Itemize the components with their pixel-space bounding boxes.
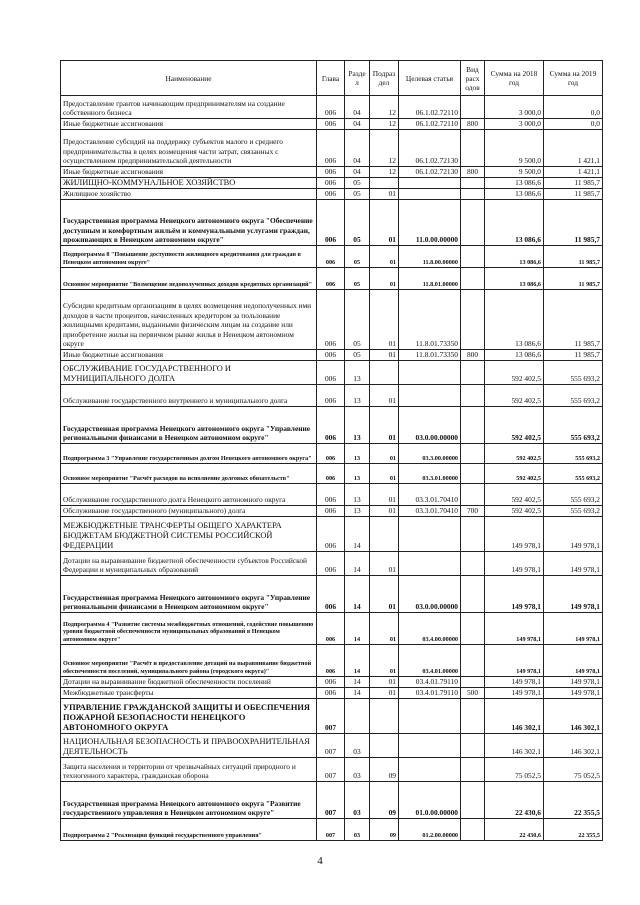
header-chapter: Глава: [317, 61, 345, 96]
table-row: [61, 552, 603, 576]
cell-sum-2018: 149 978,1: [485, 517, 544, 552]
cell-sum-2019: 149 978,1: [544, 517, 603, 552]
cell-subsection: 01: [370, 200, 399, 246]
cell-expense-type: [461, 645, 485, 677]
cell-sum-2018: 13 086,6: [485, 178, 544, 189]
cell-expense-type: [461, 464, 485, 484]
table-row: [61, 688, 603, 699]
cell-sum-2018: 9 500,0: [485, 167, 544, 178]
cell-name: Обслуживание государственного (муниципального) долга: [61, 506, 317, 517]
cell-expense-type: [461, 758, 485, 782]
cell-chapter: 006: [317, 96, 345, 119]
cell-sum-2019: 1 421,1: [544, 130, 603, 167]
cell-sum-2019: 149 978,1: [544, 688, 603, 699]
cell-expense-type: [461, 613, 485, 645]
cell-target: 01.2.00.00000: [399, 819, 461, 841]
cell-sum-2019: 0,0: [544, 119, 603, 130]
cell-target: 03.4.01.00000: [399, 645, 461, 677]
cell-section: 03: [345, 819, 370, 841]
table-row: [61, 361, 603, 385]
cell-target: 03.3.00.00000: [399, 444, 461, 464]
cell-subsection: 01: [370, 444, 399, 464]
cell-target: [399, 178, 461, 189]
cell-target: 03.3.01.00000: [399, 464, 461, 484]
cell-subsection: [370, 699, 399, 734]
cell-section: 13: [345, 361, 370, 385]
cell-expense-type: [461, 782, 485, 819]
cell-chapter: 006: [317, 407, 345, 444]
cell-chapter: 006: [317, 517, 345, 552]
cell-subsection: 01: [370, 268, 399, 290]
cell-sum-2018: 149 978,1: [485, 613, 544, 645]
table-row: [61, 758, 603, 782]
cell-sum-2019: 149 978,1: [544, 677, 603, 688]
cell-chapter: 006: [317, 484, 345, 506]
cell-sum-2018: 592 402,5: [485, 506, 544, 517]
cell-expense-type: [461, 444, 485, 464]
cell-chapter: 006: [317, 200, 345, 246]
page-number: 4: [317, 855, 323, 867]
cell-sum-2019: 75 052,5: [544, 758, 603, 782]
cell-section: 03: [345, 734, 370, 758]
cell-sum-2018: 13 086,6: [485, 290, 544, 350]
cell-expense-type: [461, 677, 485, 688]
cell-sum-2019: 11 985,7: [544, 350, 603, 361]
cell-name: НАЦИОНАЛЬНАЯ БЕЗОПАСНОСТЬ И ПРАВООХРАНИТЕЛЬНАЯ ДЕЯТЕЛЬНОСТЬ: [61, 734, 317, 758]
cell-expense-type: [461, 290, 485, 350]
cell-subsection: 01: [370, 552, 399, 576]
cell-expense-type: [461, 246, 485, 268]
cell-target: 11.8.00.00000: [399, 246, 461, 268]
cell-expense-type: [461, 268, 485, 290]
table-row: [61, 407, 603, 444]
cell-chapter: 006: [317, 167, 345, 178]
cell-subsection: 12: [370, 167, 399, 178]
cell-expense-type: [461, 819, 485, 841]
cell-chapter: 006: [317, 576, 345, 613]
cell-section: 03: [345, 758, 370, 782]
header-name: Наименование: [61, 61, 317, 96]
table-row: [61, 385, 603, 407]
cell-chapter: 007: [317, 782, 345, 819]
table-row: [61, 734, 603, 758]
cell-expense-type: 800: [461, 119, 485, 130]
cell-name: Обслуживание государственного внутреннего и муниципального долга: [61, 385, 317, 407]
cell-sum-2018: 13 086,6: [485, 189, 544, 200]
cell-section: 14: [345, 688, 370, 699]
cell-sum-2019: 555 693,2: [544, 361, 603, 385]
cell-subsection: 01: [370, 645, 399, 677]
cell-sum-2019: 146 302,1: [544, 734, 603, 758]
cell-expense-type: [461, 200, 485, 246]
cell-name: Дотации на выравнивание бюджетной обеспеченности поселений: [61, 677, 317, 688]
cell-sum-2019: 11 985,7: [544, 290, 603, 350]
cell-section: 05: [345, 178, 370, 189]
cell-subsection: 01: [370, 677, 399, 688]
cell-target: 11.8.01.00000: [399, 268, 461, 290]
cell-sum-2018: 592 402,5: [485, 484, 544, 506]
cell-section: 13: [345, 506, 370, 517]
header-target: Целевая статья: [399, 61, 461, 96]
cell-name: Жилищное хозяйство: [61, 189, 317, 200]
table-row: [61, 699, 603, 734]
cell-name: Государственная программа Ненецкого автономного округа "Управление региональными финансами в Ненецком автономном округе": [61, 576, 317, 613]
cell-sum-2019: 0,0: [544, 96, 603, 119]
cell-sum-2019: 555 693,2: [544, 464, 603, 484]
cell-target: 03.0.00.00000: [399, 576, 461, 613]
cell-section: 03: [345, 782, 370, 819]
cell-chapter: 006: [317, 677, 345, 688]
cell-expense-type: [461, 576, 485, 613]
cell-name: Подпрограмма 3 "Управление государственным долгом Ненецкого автономного округа": [61, 444, 317, 464]
cell-section: 14: [345, 552, 370, 576]
cell-chapter: 007: [317, 819, 345, 841]
cell-name: Государственная программа Ненецкого автономного округа "Обеспечение доступным и комфортным жильём и коммунальными услугами граждан, проживающих в Ненецком автономном округе": [61, 200, 317, 246]
cell-name: Межбюджетные трансферты: [61, 688, 317, 699]
cell-sum-2018: 592 402,5: [485, 361, 544, 385]
cell-expense-type: 800: [461, 350, 485, 361]
cell-name: Подпрограмма 2 "Реализация функций государственного управления": [61, 819, 317, 841]
cell-section: 13: [345, 484, 370, 506]
cell-section: 14: [345, 645, 370, 677]
cell-chapter: 006: [317, 189, 345, 200]
cell-chapter: 006: [317, 119, 345, 130]
cell-subsection: 01: [370, 613, 399, 645]
cell-chapter: 006: [317, 688, 345, 699]
table-row: [61, 464, 603, 484]
cell-section: 04: [345, 130, 370, 167]
cell-chapter: 006: [317, 464, 345, 484]
cell-expense-type: [461, 484, 485, 506]
cell-name: Подпрограмма 4 "Развитие системы межбюджетных отношений, содействие повышению уровня бюджетной обеспеченности муниципальных образований в Ненецком автономном округе": [61, 613, 317, 645]
cell-subsection: 09: [370, 819, 399, 841]
cell-expense-type: [461, 189, 485, 200]
cell-sum-2019: 555 693,2: [544, 407, 603, 444]
cell-target: 03.3.01.70410: [399, 484, 461, 506]
table-body: [61, 96, 603, 841]
table-row: [61, 268, 603, 290]
cell-sum-2019: 555 693,2: [544, 484, 603, 506]
cell-sum-2019: 149 978,1: [544, 645, 603, 677]
header-subsection: Подраз дел: [370, 61, 399, 96]
cell-name: ОБСЛУЖИВАНИЕ ГОСУДАРСТВЕННОГО И МУНИЦИПАЛЬНОГО ДОЛГА: [61, 361, 317, 385]
cell-target: [399, 189, 461, 200]
cell-name: Государственная программа Ненецкого автономного округа "Управление региональными финансами в Ненецком автономном округе": [61, 407, 317, 444]
cell-sum-2019: 11 985,7: [544, 268, 603, 290]
cell-section: 04: [345, 167, 370, 178]
header-sum-2018: Сумма на 2018 год: [485, 61, 544, 96]
cell-expense-type: [461, 96, 485, 119]
cell-subsection: 01: [370, 385, 399, 407]
cell-target: 11.8.01.73350: [399, 290, 461, 350]
cell-chapter: 006: [317, 552, 345, 576]
header-section: Разде л: [345, 61, 370, 96]
cell-chapter: 007: [317, 699, 345, 734]
cell-subsection: 01: [370, 506, 399, 517]
cell-section: 04: [345, 96, 370, 119]
cell-section: 14: [345, 517, 370, 552]
cell-sum-2018: 3 000,0: [485, 119, 544, 130]
cell-section: [345, 699, 370, 734]
cell-expense-type: [461, 178, 485, 189]
cell-sum-2019: 149 978,1: [544, 613, 603, 645]
cell-section: 13: [345, 407, 370, 444]
cell-chapter: 006: [317, 444, 345, 464]
table-row: [61, 130, 603, 167]
cell-subsection: 09: [370, 758, 399, 782]
cell-sum-2018: 13 086,6: [485, 200, 544, 246]
table-row: [61, 167, 603, 178]
cell-section: 14: [345, 613, 370, 645]
cell-target: [399, 361, 461, 385]
cell-name: МЕЖБЮДЖЕТНЫЕ ТРАНСФЕРТЫ ОБЩЕГО ХАРАКТЕРА БЮДЖЕТАМ БЮДЖЕТНОЙ СИСТЕМЫ РОССИЙСКОЙ ФЕДЕРАЦИИ: [61, 517, 317, 552]
cell-chapter: 006: [317, 385, 345, 407]
cell-sum-2019: 22 355,5: [544, 782, 603, 819]
cell-sum-2018: 592 402,5: [485, 407, 544, 444]
cell-sum-2018: 146 302,1: [485, 734, 544, 758]
cell-subsection: 12: [370, 96, 399, 119]
cell-target: 03.4.00.00000: [399, 613, 461, 645]
cell-subsection: 01: [370, 576, 399, 613]
cell-chapter: 006: [317, 246, 345, 268]
cell-expense-type: [461, 552, 485, 576]
cell-name: Иные бюджетные ассигнования: [61, 167, 317, 178]
table-row: [61, 517, 603, 552]
cell-sum-2018: 149 978,1: [485, 552, 544, 576]
cell-chapter: 006: [317, 178, 345, 189]
cell-sum-2018: 3 000,0: [485, 96, 544, 119]
cell-expense-type: 500: [461, 688, 485, 699]
header-sum-2019: Сумма на 2019 год: [544, 61, 603, 96]
cell-section: 14: [345, 576, 370, 613]
cell-section: 13: [345, 464, 370, 484]
table-row: [61, 96, 603, 119]
cell-target: [399, 734, 461, 758]
table-row: [61, 506, 603, 517]
cell-target: 03.4.01.79110: [399, 688, 461, 699]
cell-sum-2019: 555 693,2: [544, 506, 603, 517]
table-row: [61, 613, 603, 645]
cell-section: 05: [345, 268, 370, 290]
cell-subsection: [370, 178, 399, 189]
cell-chapter: 007: [317, 758, 345, 782]
cell-target: [399, 758, 461, 782]
cell-sum-2018: 592 402,5: [485, 385, 544, 407]
cell-sum-2019: 149 978,1: [544, 552, 603, 576]
cell-sum-2019: 11 985,7: [544, 178, 603, 189]
cell-subsection: 01: [370, 688, 399, 699]
cell-section: 05: [345, 200, 370, 246]
cell-target: [399, 385, 461, 407]
table-row: [61, 576, 603, 613]
table-row: [61, 189, 603, 200]
cell-expense-type: [461, 385, 485, 407]
table-row: [61, 819, 603, 841]
cell-target: 03.3.01.70410: [399, 506, 461, 517]
cell-target: [399, 517, 461, 552]
cell-name: Иные бюджетные ассигнования: [61, 119, 317, 130]
table-row: [61, 782, 603, 819]
cell-subsection: [370, 517, 399, 552]
cell-expense-type: [461, 517, 485, 552]
cell-name: Государственная программа Ненецкого автономного округа "Развитие государственного управления в Ненецком автономном округе": [61, 782, 317, 819]
cell-section: 05: [345, 350, 370, 361]
cell-chapter: 007: [317, 734, 345, 758]
cell-sum-2018: 13 086,6: [485, 350, 544, 361]
cell-chapter: 006: [317, 506, 345, 517]
cell-expense-type: [461, 407, 485, 444]
cell-chapter: 006: [317, 268, 345, 290]
cell-expense-type: [461, 699, 485, 734]
cell-name: УПРАВЛЕНИЕ ГРАЖДАНСКОЙ ЗАЩИТЫ И ОБЕСПЕЧЕНИЯ ПОЖАРНОЙ БЕЗОПАСНОСТИ НЕНЕЦКОГО АВТОНОМНОГО ОКРУГА: [61, 699, 317, 734]
cell-target: 06.1.02.72110: [399, 96, 461, 119]
cell-target: [399, 699, 461, 734]
cell-subsection: 01: [370, 464, 399, 484]
cell-subsection: 01: [370, 189, 399, 200]
cell-sum-2018: 592 402,5: [485, 444, 544, 464]
cell-sum-2019: 149 978,1: [544, 576, 603, 613]
cell-sum-2019: 1 421,1: [544, 167, 603, 178]
cell-name: Защита населения и территории от чрезвычайных ситуаций природного и техногенного характера, гражданская оборона: [61, 758, 317, 782]
cell-sum-2018: 13 086,6: [485, 268, 544, 290]
cell-subsection: [370, 734, 399, 758]
cell-chapter: 006: [317, 645, 345, 677]
cell-section: 05: [345, 290, 370, 350]
cell-expense-type: 800: [461, 167, 485, 178]
cell-name: ЖИЛИЩНО-КОММУНАЛЬНОЕ ХОЗЯЙСТВО: [61, 178, 317, 189]
cell-section: 13: [345, 444, 370, 464]
cell-sum-2018: 149 978,1: [485, 576, 544, 613]
cell-target: 01.0.00.00000: [399, 782, 461, 819]
cell-sum-2018: 592 402,5: [485, 464, 544, 484]
cell-chapter: 006: [317, 290, 345, 350]
cell-subsection: 01: [370, 484, 399, 506]
cell-section: 14: [345, 677, 370, 688]
cell-name: Обслуживание государственного долга Ненецкого автономного округа: [61, 484, 317, 506]
cell-sum-2018: 22 430,6: [485, 819, 544, 841]
cell-sum-2018: 149 978,1: [485, 677, 544, 688]
table-row: [61, 290, 603, 350]
table-row: [61, 350, 603, 361]
cell-sum-2019: 11 985,7: [544, 200, 603, 246]
cell-subsection: 01: [370, 290, 399, 350]
table-row: [61, 645, 603, 677]
cell-expense-type: [461, 130, 485, 167]
table-row: [61, 484, 603, 506]
cell-name: Предоставление субсидий на поддержку субъектов малого и среднего предпринимательства в целях возмещения части затрат, связанных с осуществлением предпринимательской деятельности: [61, 130, 317, 167]
cell-target: 06.1.02.72110: [399, 119, 461, 130]
cell-expense-type: 700: [461, 506, 485, 517]
cell-chapter: 006: [317, 613, 345, 645]
cell-sum-2018: 149 978,1: [485, 688, 544, 699]
cell-target: 06.1.02.72130: [399, 130, 461, 167]
table-row: [61, 677, 603, 688]
cell-subsection: 01: [370, 350, 399, 361]
budget-table: [60, 60, 603, 841]
cell-name: Основное мероприятие "Расчёт и предоставление дотаций на выравнивание бюджетной обеспеченности поселений, муниципального района (городского округа)": [61, 645, 317, 677]
cell-sum-2018: 9 500,0: [485, 130, 544, 167]
cell-sum-2018: 75 052,5: [485, 758, 544, 782]
cell-sum-2018: 13 086,6: [485, 246, 544, 268]
cell-name: Основное мероприятие "Расчёт расходов на исполнение долговых обязательств": [61, 464, 317, 484]
cell-expense-type: [461, 361, 485, 385]
table-row: [61, 178, 603, 189]
cell-subsection: 12: [370, 130, 399, 167]
cell-target: [399, 552, 461, 576]
cell-target: 06.1.02.72130: [399, 167, 461, 178]
cell-section: 05: [345, 246, 370, 268]
cell-sum-2019: 555 693,2: [544, 444, 603, 464]
cell-subsection: [370, 361, 399, 385]
cell-target: 11.8.01.73350: [399, 350, 461, 361]
cell-sum-2019: 11 985,7: [544, 246, 603, 268]
cell-target: 11.0.00.00000: [399, 200, 461, 246]
cell-target: 03.0.00.00000: [399, 407, 461, 444]
cell-section: 04: [345, 119, 370, 130]
cell-name: Основное мероприятие "Возмещение недополученных доходов кредитных организаций": [61, 268, 317, 290]
cell-chapter: 006: [317, 130, 345, 167]
cell-sum-2019: 11 985,7: [544, 189, 603, 200]
cell-target: 03.4.01.79110: [399, 677, 461, 688]
cell-subsection: 12: [370, 119, 399, 130]
cell-sum-2018: 22 430,6: [485, 782, 544, 819]
cell-chapter: 006: [317, 350, 345, 361]
cell-subsection: 09: [370, 782, 399, 819]
cell-section: 05: [345, 189, 370, 200]
table-row: [61, 444, 603, 464]
cell-sum-2019: 22 355,5: [544, 819, 603, 841]
cell-section: 13: [345, 385, 370, 407]
cell-name: Предоставление грантов начинающим предпринимателям на создание собственного бизнеса: [61, 96, 317, 119]
table-header-row: [61, 61, 603, 96]
cell-sum-2018: 149 978,1: [485, 645, 544, 677]
table-row: [61, 200, 603, 246]
cell-name: Иные бюджетные ассигнования: [61, 350, 317, 361]
table-row: [61, 246, 603, 268]
cell-chapter: 006: [317, 361, 345, 385]
cell-sum-2018: 146 302,1: [485, 699, 544, 734]
cell-name: Подпрограмма 8 "Повышение доступности жилищного кредитования для граждан в Ненецком автономном округе": [61, 246, 317, 268]
cell-expense-type: [461, 734, 485, 758]
cell-subsection: 01: [370, 246, 399, 268]
cell-name: Субсидии кредитным организациям в целях возмещения недополученных ими доходов в части процентов, начисленных кредитором за пользование жилищными кредитами, выданными физическим лицам на создание или приобретение жилья на первичном рынке жилья в Ненецком автономном округе: [61, 290, 317, 350]
cell-name: Дотации на выравнивание бюджетной обеспеченности субъектов Российской Федерации и муниципальных образований: [61, 552, 317, 576]
header-expense-type: Вид расх одов: [461, 61, 485, 96]
cell-sum-2019: 146 302,1: [544, 699, 603, 734]
table-row: [61, 119, 603, 130]
cell-subsection: 01: [370, 407, 399, 444]
cell-sum-2019: 555 693,2: [544, 385, 603, 407]
